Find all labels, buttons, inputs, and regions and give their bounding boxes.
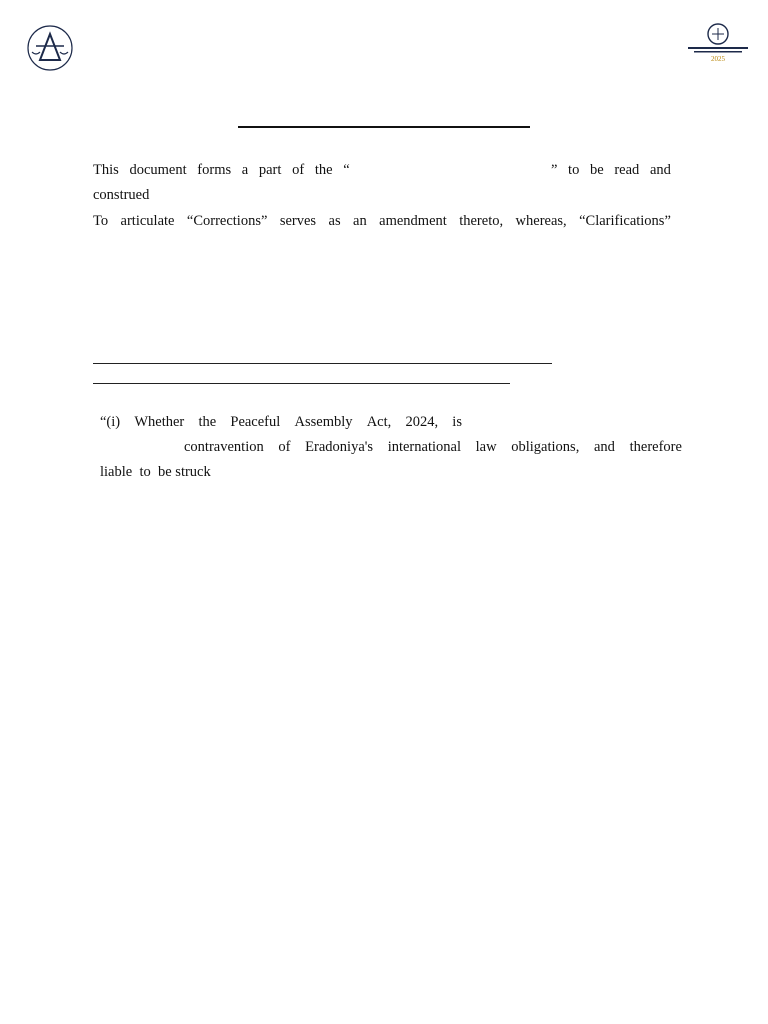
word: whereas, [515,213,567,229]
word: of [292,162,305,178]
paragraph-1-line-1 [93,158,671,183]
question-line-3: liable to be struck [100,464,211,480]
word: To [93,213,109,229]
section-rule-2 [93,383,510,384]
word: the [314,162,333,178]
tils-lahore-logo [22,22,78,74]
question-number: “(i) [100,414,121,430]
word: Eradoniya's [305,439,374,455]
word: thereto, [459,213,504,229]
word: be [589,162,604,178]
word: contravention [184,439,264,455]
word: articulate [120,213,175,229]
word: and [594,439,615,455]
word: This [93,162,119,178]
close-quote: ” [550,162,558,178]
question-line-1 [100,410,462,435]
word: Peaceful [230,414,281,430]
word: is [452,414,462,430]
word: Assembly [294,414,353,430]
word: obligations, [511,439,580,455]
word: document [129,162,187,178]
word: Whether [134,414,185,430]
seal-year: 2025 [711,55,725,63]
word: a [241,162,249,178]
section-rule-1 [93,363,552,364]
paragraph-1-line-2: construed [93,187,150,203]
question-line-2 [184,435,682,460]
word: “Corrections” [186,213,268,229]
word: “Clarifications” [579,213,671,229]
word: forms [197,162,232,178]
word: the [198,414,217,430]
word: serves [279,213,317,229]
word: law [475,439,497,455]
word: part [258,162,282,178]
word: international [387,439,461,455]
open-quote: “ [343,162,350,178]
word: read [614,162,640,178]
title-underline [238,126,530,128]
word: to [568,162,580,178]
blank-title-space [360,158,540,183]
word: as [328,213,341,229]
word: an [353,213,367,229]
word: amendment [379,213,447,229]
competition-seal [682,22,754,72]
word: and [649,162,671,178]
word: of [278,439,291,455]
word: therefore [629,439,682,455]
paragraph-2-line-1 [93,209,671,234]
word: Act, [366,414,392,430]
word: 2024, [405,414,439,430]
